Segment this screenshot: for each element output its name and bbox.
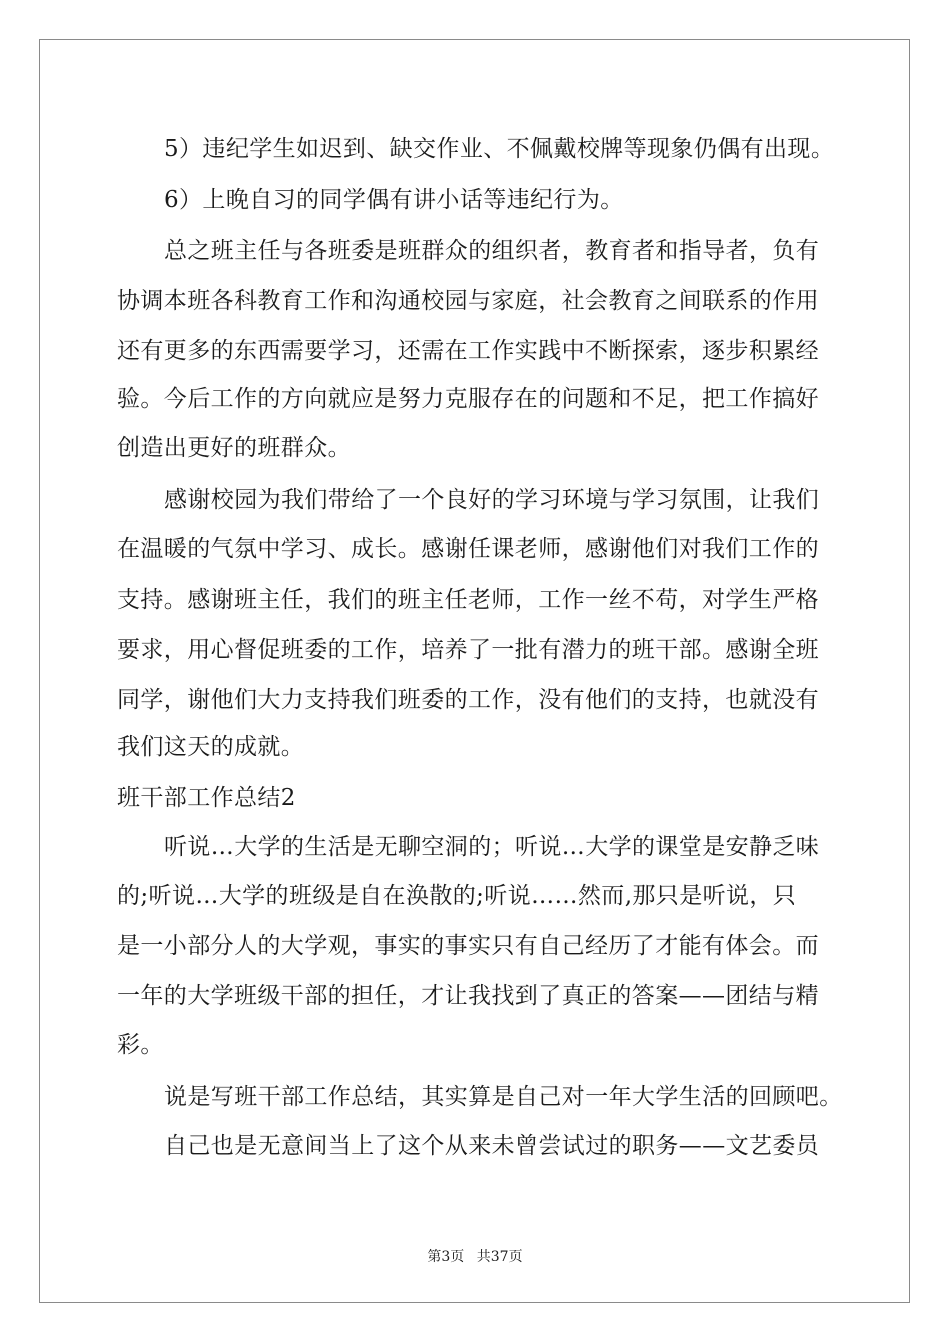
paragraph-line: 创造出更好的班群众。 [117,435,351,461]
paragraph-line: 6）上晚自习的同学偶有讲小话等违纪行为。 [164,187,624,213]
paragraph-line: 总之班主任与各班委是班群众的组织者，教育者和指导者，负有 [164,238,820,264]
paragraph-line: 同学，谢他们大力支持我们班委的工作，没有他们的支持，也就没有 [117,687,819,713]
paragraph-line: 我们这天的成就。 [117,734,305,760]
page-footer [0,1248,950,1266]
paragraph-line: 协调本班各科教育工作和沟通校园与家庭，社会教育之间联系的作用 [117,288,819,314]
paragraph-line: 要求，用心督促班委的工作，培养了一批有潜力的班干部。感谢全班 [117,637,819,663]
paragraph-line: 说是写班干部工作总结，其实算是自己对一年大学生活的回顾吧。 [164,1084,843,1110]
paragraph-line: 支持。感谢班主任，我们的班主任老师，工作一丝不苟，对学生严格 [117,587,819,613]
paragraph-line: 一年的大学班级干部的担任，才让我找到了真正的答案——团结与精 [117,983,819,1009]
paragraph-line: 彩。 [117,1032,164,1058]
paragraph-line: 验。今后工作的方向就应是努力克服存在的问题和不足，把工作搞好 [117,386,819,412]
paragraph-line: 还有更多的东西需要学习，还需在工作实践中不断探索，逐步积累经 [117,338,819,364]
paragraph-line: 的;听说…大学的班级是自在涣散的;听说……然而,那只是听说，只 [117,883,797,909]
paragraph-line: 感谢校园为我们带给了一个良好的学习环境与学习氛围，让我们 [164,487,820,513]
paragraph-line: 是一小部分人的大学观，事实的事实只有自己经历了才能有体会。而 [117,933,819,959]
paragraph-line: 自己也是无意间当上了这个从来未曾尝试过的职务——文艺委员 [164,1133,820,1159]
paragraph-line: 听说…大学的生活是无聊空洞的；听说…大学的课堂是安静乏味 [164,834,820,860]
page-number: 第3页 [427,1249,465,1265]
page-total: 共37页 [476,1249,523,1265]
paragraph-line: 5）违纪学生如迟到、缺交作业、不佩戴校牌等现象仍偶有出现。 [164,136,835,162]
page-border [39,39,910,1303]
section-heading: 班干部工作总结2 [117,785,296,811]
paragraph-line: 在温暖的气氛中学习、成长。感谢任课老师，感谢他们对我们工作的 [117,536,819,562]
